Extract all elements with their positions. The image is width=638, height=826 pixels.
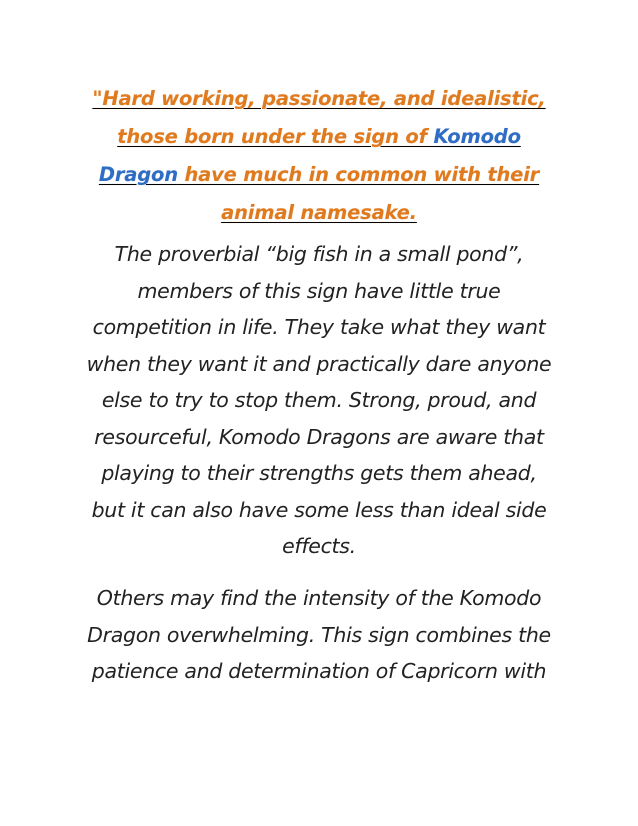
heading-text-end: have much in common with their animal namesake. [177,163,540,224]
heading-highlight: Komodo Dragon [98,125,521,186]
body-paragraph-2: Others may find the intensity of the Komodo Dragon overwhelming. This sign combines the patience and determination of Capricorn with [87,586,551,683]
body-paragraph-1: The proverbial “big fish in a small pond”, members of this sign have little true competition in life. They take what they want when they want it and practically dare anyone else to try to stop them. Strong, proud, and resourceful, Komodo Dragons are aware that playing to their strengths gets them ahead, but it can also have some less than ideal side effects. [86,242,552,558]
heading-text-start: "Hard working, passionate, and idealistic, those born under the sign of [92,87,546,148]
document-heading [88,80,550,232]
